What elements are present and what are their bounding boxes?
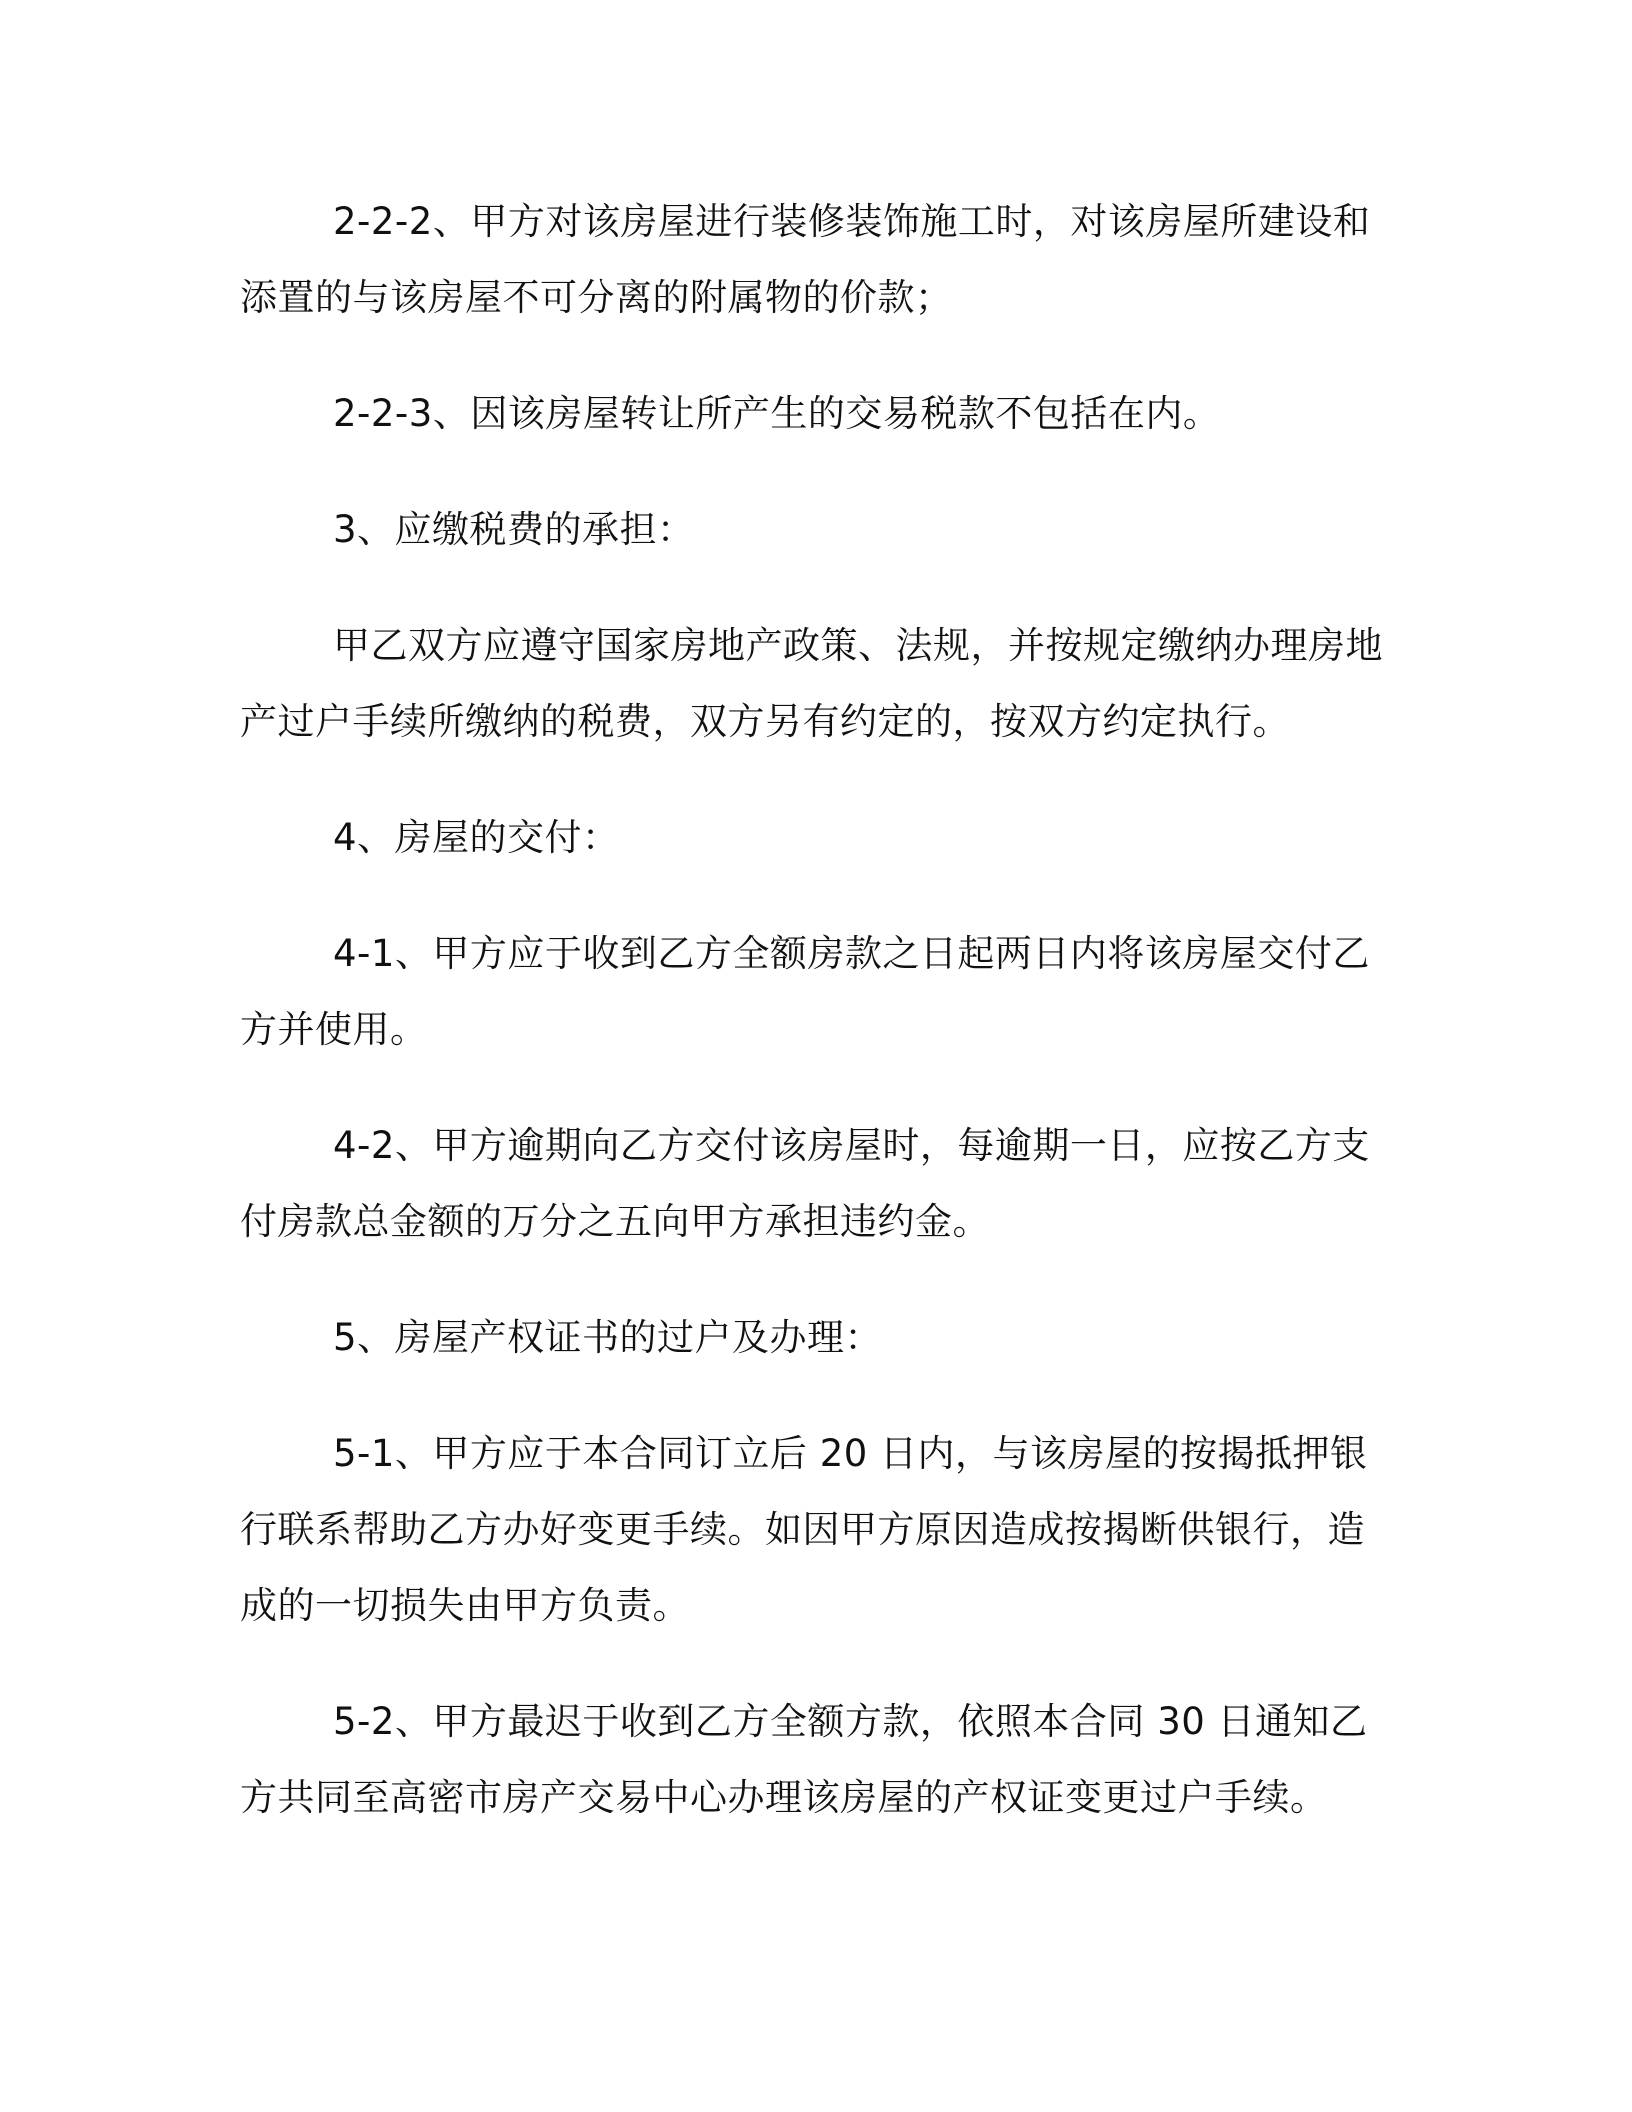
clause-4-2: 4-2、甲方逾期向乙方交付该房屋时，每逾期一日，应按乙方支付房款总金额的万分之五向甲方承担违约金。	[240, 1124, 1370, 1243]
clause-5-2: 5-2、甲方最迟于收到乙方全额方款，依照本合同 30 日通知乙方共同至高密市房产交易中心办理该房屋的产权证变更过户手续。	[240, 1700, 1368, 1819]
clause-2-2-3: 2-2-3、因该房屋转让所产生的交易税款不包括在内。	[333, 392, 1221, 435]
section-3-heading: 3、应缴税费的承担：	[333, 508, 695, 551]
section-3-body: 甲乙双方应遵守国家房地产政策、法规，并按规定缴纳办理房地产过户手续所缴纳的税费，双方另有约定的，按双方约定执行。	[240, 624, 1383, 743]
section-5-heading: 5、房屋产权证书的过户及办理：	[333, 1316, 883, 1359]
section-4-heading: 4、房屋的交付：	[333, 816, 620, 859]
document-page	[240, 184, 1390, 1876]
clause-2-2-2: 2-2-2、甲方对该房屋进行装修装饰施工时，对该房屋所建设和添置的与该房屋不可分离的附属物的价款；	[240, 200, 1371, 319]
clause-4-1: 4-1、甲方应于收到乙方全额房款之日起两日内将该房屋交付乙方并使用。	[240, 932, 1370, 1051]
clause-5-1: 5-1、甲方应于本合同订立后 20 日内，与该房屋的按揭抵押银行联系帮助乙方办好变更手续。如因甲方原因造成按揭断供银行，造成的一切损失由甲方负责。	[240, 1432, 1368, 1627]
